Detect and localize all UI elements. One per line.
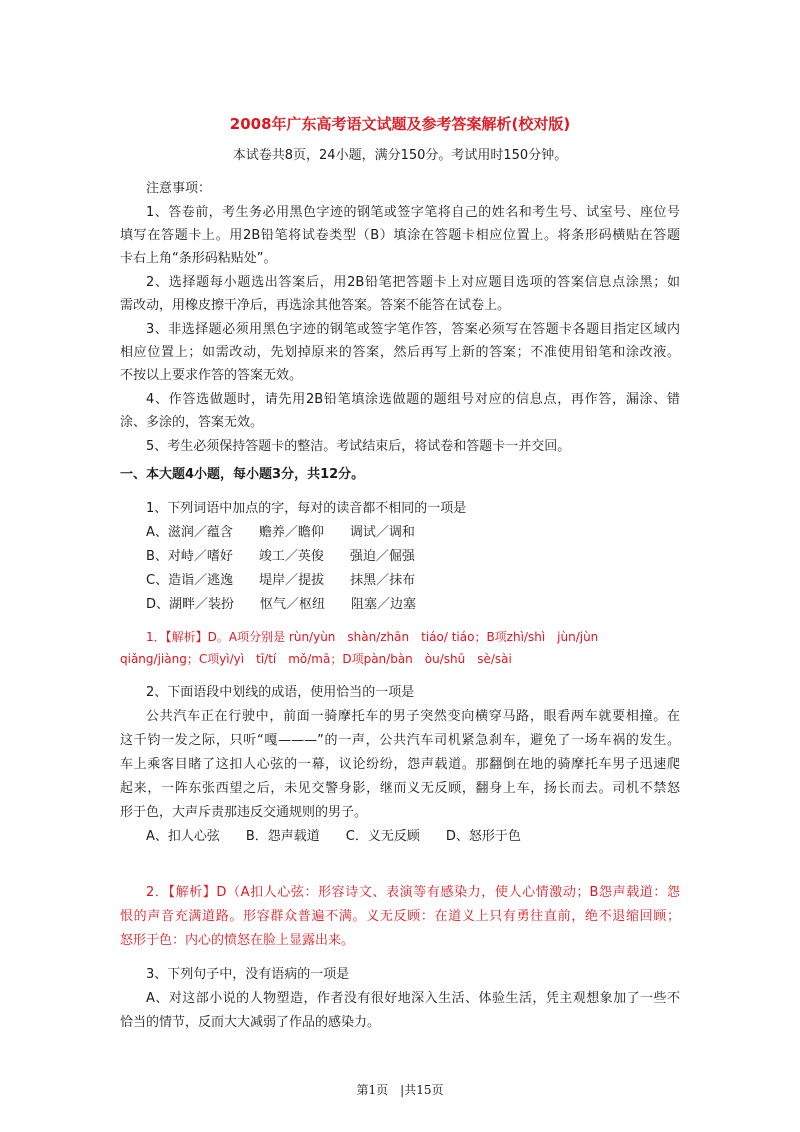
section-1-heading: 一、本大题4小题，每小题3分，共12分。 [120, 467, 365, 482]
note-1-line-1: 1、答卷前，考生务必用黑色字迹的钢笔或签字笔将自己的姓名和考生号、试室号、座位号 [146, 205, 680, 220]
question-3-stem: 3、下列句子中，没有语病的一项是 [146, 967, 350, 982]
note-5-line-1: 5、考生必须保持答题卡的整洁。考试结束后，将试卷和答题卡一并交回。 [146, 439, 571, 454]
question-1-option-c: C、造诣／逃逸 堤岸／提拔 抹黑／抹布 [146, 573, 416, 588]
question-1-option-d: D、湖畔／装扮 怄气／枢纽 阻塞／边塞 [146, 597, 417, 612]
question-1-stem: 1、下列词语中加点的字，每对的读音都不相同的一项是 [146, 501, 467, 516]
question-2-passage-line-5: 形于色，大声斥责那违反交通规则的男子。 [120, 805, 368, 820]
question-3-option-a-line-2: 恰当的情节，反而大大减弱了作品的感染力。 [120, 1015, 381, 1030]
question-2-passage-line-2: 这千钧一发之际，只听“嘎———”的一声，公共汽车司机紧急刹车，避免了一场车祸的发生。 [120, 733, 680, 748]
notes-heading: 注意事项： [146, 181, 212, 196]
question-2-passage-line-4: 起来，一阵东张西望之后，未见交警身影，继而义无反顾，翻身上车，扬长而去。司机不禁怒 [120, 781, 680, 796]
question-1-analysis-line-1: 1．【解析】D。A项分别是 rùn/yùn shàn/zhān tiáo/ tiáo；B项zhì/shì jùn/jùn [146, 630, 599, 644]
note-2-line-2: 需改动，用橡皮擦干净后，再选涂其他答案。答案不能答在试卷上。 [120, 298, 511, 313]
page-footer: 第1页 |共15页 [356, 1083, 444, 1097]
note-1-line-2: 填写在答题卡上。用2B铅笔将试卷类型（B）填涂在答题卡相应位置上。将条形码横贴在答题 [120, 228, 680, 243]
note-2-line-1: 2、选择题每小题选出答案后，用2B铅笔把答题卡上对应题目选项的答案信息点涂黑；如 [146, 275, 680, 290]
question-2-passage-line-3: 车上乘客目睹了这扣人心弦的一幕，议论纷纷，怨声载道。那翻倒在地的骑摩托车男子迅速爬 [120, 757, 680, 772]
question-1-option-b: B、对峙／嗜好 竣工／英俊 强迫／倔强 [146, 549, 415, 564]
note-3-line-2: 相应位置上；如需改动，先划掉原来的答案，然后再写上新的答案；不准使用铅笔和涂改液。 [120, 345, 680, 360]
question-2-analysis-line-1: 2．【解析】D（A扣人心弦：形容诗文、表演等有感染力，使人心情激动；B怨声载道：怨 [146, 885, 680, 900]
question-1-analysis-line-2: qiǎng/jiàng；C项yì/yì tī/tí mǒ/mā；D项pàn/bàn òu/shū sè/sài [120, 652, 512, 666]
question-2-stem: 2、下面语段中划线的成语，使用恰当的一项是 [146, 685, 415, 700]
document-subtitle: 本试卷共8页，24小题，满分150分。考试用时150分钟。 [232, 148, 568, 163]
document-title: 2008年广东高考语文试题及参考答案解析(校对版) [229, 115, 571, 133]
note-3-line-1: 3、非选择题必须用黑色字迹的钢笔或签字笔作答，答案必须写在答题卡各题目指定区域内 [146, 322, 680, 337]
note-1-line-3: 卡右上角“条形码粘贴处”。 [120, 251, 277, 266]
question-2-analysis-line-2: 恨的声音充满道路。形容群众普遍不满。义无反顾：在道义上只有勇往直前，绝不退缩回顾； [120, 909, 680, 924]
note-3-line-3: 不按以上要求作答的答案无效。 [120, 368, 303, 383]
note-4-line-2: 涂、多涂的，答案无效。 [120, 415, 264, 430]
note-4-line-1: 4、作答选做题时，请先用2B铅笔填涂选做题的题组号对应的信息点，再作答，漏涂、错 [146, 392, 680, 407]
question-2-passage-line-1: 公共汽车正在行驶中，前面一骑摩托车的男子突然变向横穿马路，眼看两车就要相撞。在 [146, 709, 680, 724]
question-3-option-a-line-1: A、对这部小说的人物塑造，作者没有很好地深入生活、体验生活，凭主观想象加了一些不 [146, 991, 680, 1006]
question-1-option-a: A、滋润／蕴含 赡养／瞻仰 调试／调和 [146, 525, 415, 540]
question-2-analysis-line-3: 怒形于色：内心的愤怒在脸上显露出来。 [120, 933, 355, 948]
question-2-options: A、扣人心弦 B．怨声载道 C．义无反顾 D、怒形于色 [146, 829, 521, 844]
